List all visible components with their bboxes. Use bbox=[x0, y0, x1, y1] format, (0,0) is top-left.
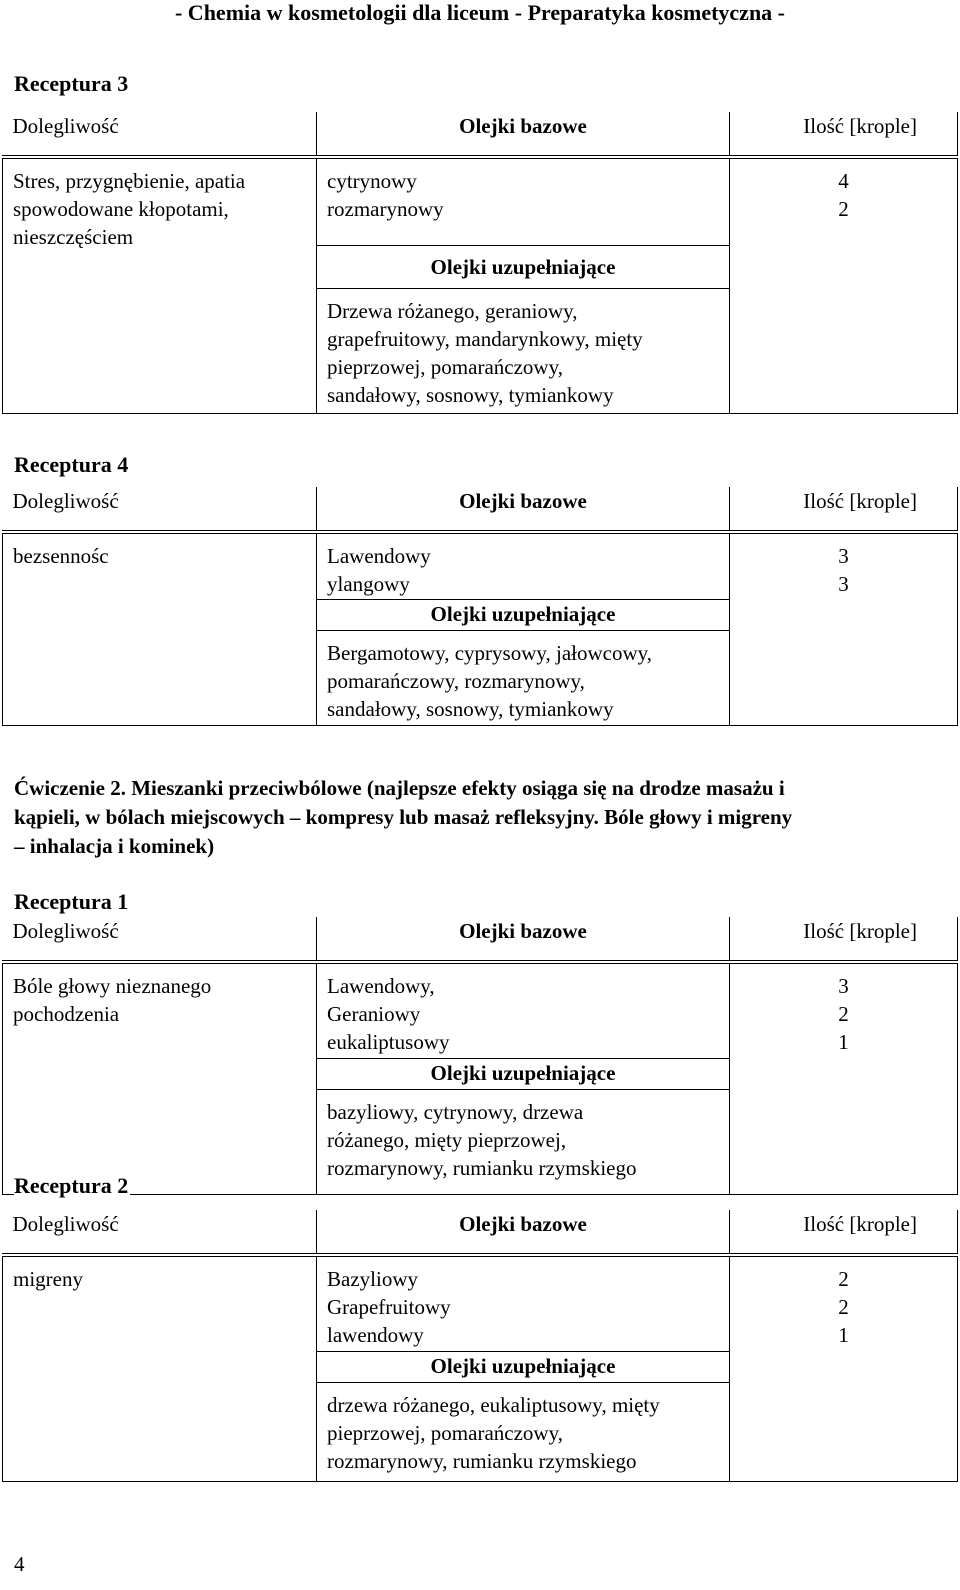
table-header-row bbox=[3, 112, 958, 157]
base-oils-cell: cytrynowy rozmarynowy bbox=[317, 157, 730, 246]
table-row bbox=[3, 157, 958, 246]
recipe-table bbox=[2, 1210, 958, 1482]
base-oils-cell: Bazyliowy Grapefruitowy lawendowy bbox=[317, 1255, 730, 1352]
supplementary-cell: bazyliowy, cytrynowy, drzewa różanego, mięty pieprzowej, rozmarynowy, rumianku rzymskiego bbox=[317, 1090, 730, 1195]
table-header-row bbox=[3, 1210, 958, 1255]
supplementary-cell: Bergamotowy, cyprysowy, jałowcowy, pomarańczowy, rozmarynowy, sandałowy, sosnowy, tymiankowy bbox=[317, 631, 730, 726]
ailment-cell: bezsennośc bbox=[3, 532, 317, 726]
supplementary-header: Olejki uzupełniające bbox=[317, 246, 730, 289]
col-base-oils-header: Olejki bazowe bbox=[317, 487, 730, 532]
col-base-oils-header: Olejki bazowe bbox=[317, 112, 730, 157]
supplementary-header: Olejki uzupełniające bbox=[317, 1059, 730, 1090]
ailment-cell: Bóle głowy nieznanego pochodzenia bbox=[3, 962, 317, 1195]
col-quantity-header: Ilość [krople] bbox=[730, 112, 958, 157]
col-quantity-header: Ilość [krople] bbox=[730, 917, 958, 962]
col-ailment-header: Dolegliwość bbox=[3, 487, 317, 532]
page-number: 4 bbox=[14, 1552, 25, 1576]
quantity-cell: 4 2 bbox=[730, 157, 958, 414]
table-header-row bbox=[3, 917, 958, 962]
recipe-table bbox=[2, 112, 958, 414]
col-base-oils-header: Olejki bazowe bbox=[317, 1210, 730, 1255]
supplementary-header: Olejki uzupełniające bbox=[317, 1352, 730, 1383]
col-base-oils-header: Olejki bazowe bbox=[317, 917, 730, 962]
table-header-row bbox=[3, 487, 958, 532]
col-ailment-header: Dolegliwość bbox=[3, 917, 317, 962]
recipe-title: Receptura 1 bbox=[14, 889, 129, 914]
table-row bbox=[3, 532, 958, 600]
table-row bbox=[3, 962, 958, 1059]
quantity-cell: 2 2 1 bbox=[730, 1255, 958, 1482]
exercise-heading: Ćwiczenie 2. Mieszanki przeciwbólowe (najlepsze efekty osiąga się na drodze masażu i kąpieli, w bólach miejscowych – kompresy lub masaż refleksyjny. Bóle głowy i migreny – inhalacja i kominek) bbox=[14, 776, 793, 858]
supplementary-cell: Drzewa różanego, geraniowy, grapefruitowy, mandarynkowy, mięty pieprzowej, pomarańczowy, sandałowy, sosnowy, tymiankowy bbox=[317, 289, 730, 414]
col-ailment-header: Dolegliwość bbox=[3, 1210, 317, 1255]
quantity-cell: 3 3 bbox=[730, 532, 958, 726]
col-ailment-header: Dolegliwość bbox=[3, 112, 317, 157]
supplementary-header: Olejki uzupełniające bbox=[317, 600, 730, 631]
recipe-table bbox=[2, 487, 958, 726]
supplementary-cell: drzewa różanego, eukaliptusowy, mięty pieprzowej, pomarańczowy, rozmarynowy, rumianku rzymskiego bbox=[317, 1383, 730, 1482]
col-quantity-header: Ilość [krople] bbox=[730, 487, 958, 532]
recipe-table bbox=[2, 917, 958, 1195]
quantity-cell: 3 2 1 bbox=[730, 962, 958, 1195]
col-quantity-header: Ilość [krople] bbox=[730, 1210, 958, 1255]
recipe-title: Receptura 4 bbox=[14, 452, 129, 477]
recipe-title: Receptura 2 bbox=[14, 1173, 129, 1198]
ailment-cell: migreny bbox=[3, 1255, 317, 1482]
base-oils-cell: Lawendowy, Geraniowy eukaliptusowy bbox=[317, 962, 730, 1059]
ailment-cell: Stres, przygnębienie, apatia spowodowane kłopotami, nieszczęściem bbox=[3, 157, 317, 414]
base-oils-cell: Lawendowy ylangowy bbox=[317, 532, 730, 600]
page-header: - Chemia w kosmetologii dla liceum - Preparatyka kosmetyczna - bbox=[174, 0, 786, 25]
recipe-title: Receptura 3 bbox=[14, 71, 129, 96]
table-row bbox=[3, 1255, 958, 1352]
